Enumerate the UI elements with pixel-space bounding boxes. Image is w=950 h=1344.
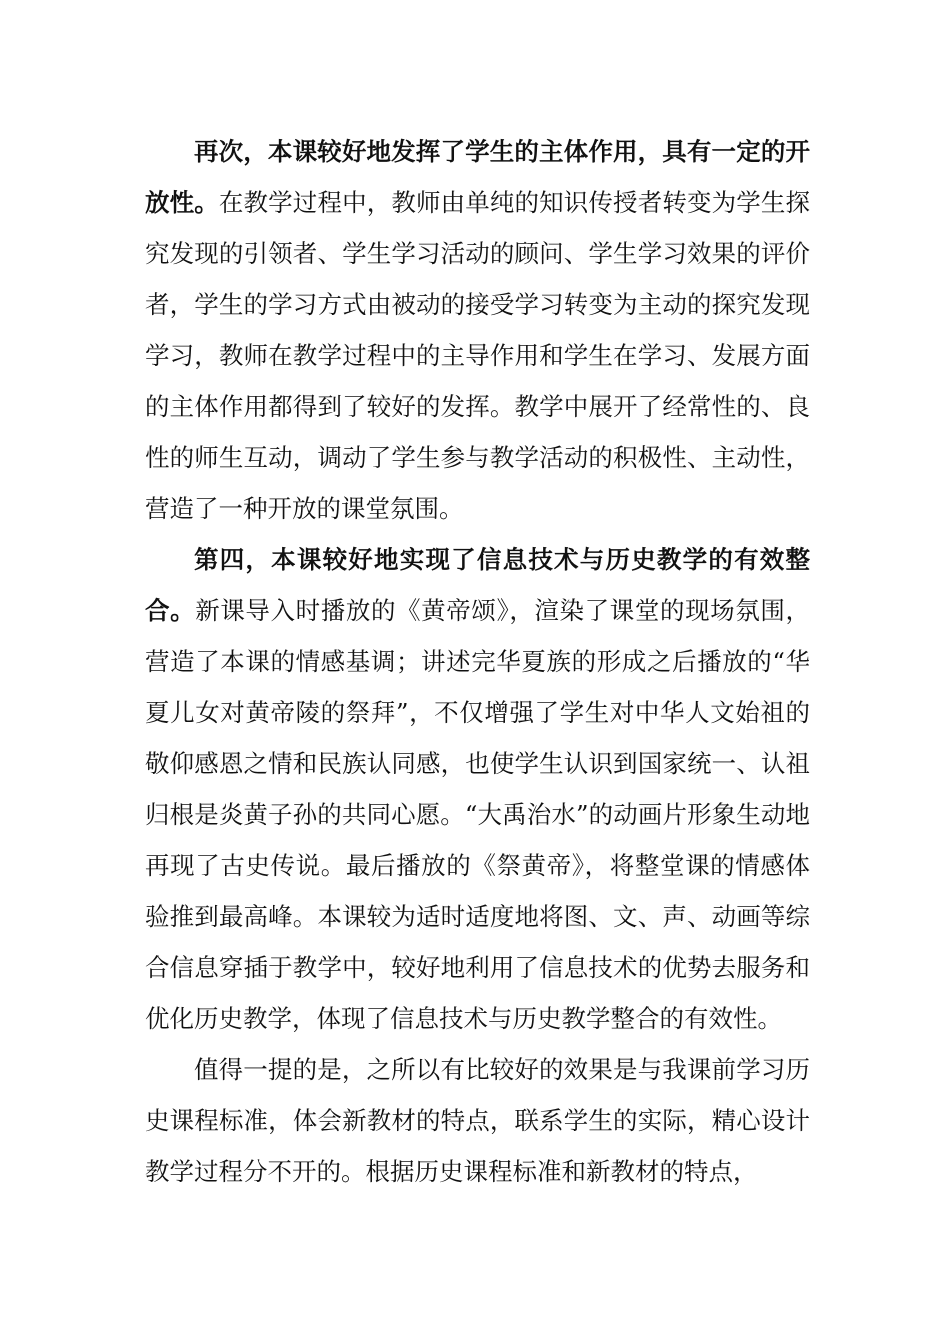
paragraph-text: 值得一提的是，之所以有比较好的效果是与我课前学习历史课程标准，体会新教材的特点，联系学生的实际，精心设计教学过程分不开的。根据历史课程标准和新教材的特点， xyxy=(145,1055,810,1186)
paragraph-fourth-point xyxy=(145,534,810,1044)
paragraph-text: 新课导入时播放的《黄帝颂》，渲染了课堂的现场氛围，营造了本课的情感基调；讲述完华夏族的形成之后播放的“华夏儿女对黄帝陵的祭拜”，不仅增强了学生对中华人文始祖的敬仰感恩之情和民族认同感，也使学生认识到国家统一、认祖归根是炎黄子孙的共同心愿。“大禹治水”的动画片形象生动地再现了古史传说。最后播放的《祭黄帝》，将整堂课的情感体验推到最高峰。本课较为适时适度地将图、文、声、动画等综合信息穿插于教学中，较好地利用了信息技术的优势去服务和优化历史教学，体现了信息技术与历史教学整合的有效性。 xyxy=(145,596,811,1033)
paragraph-heading: 第四，本课较好地实现了信息技术与历史教学的有效整合。 xyxy=(145,545,810,625)
paragraph-text: 在教学过程中，教师由单纯的知识传授者转变为学生探究发现的引领者、学生学习活动的顾问、学生学习效果的评价者，学生的学习方式由被动的接受学习转变为主动的探究发现学习，教师在教学过程中的主导作用和学生在学习、发展方面的主体作用都得到了较好的发挥。教学中展开了经常性的、良性的师生互动，调动了学生参与教学活动的积极性、主动性，营造了一种开放的课堂氛围。 xyxy=(145,188,810,523)
paragraph-heading: 再次，本课较好地发挥了学生的主体作用，具有一定的开放性。 xyxy=(145,137,810,217)
document-body xyxy=(145,126,810,1197)
paragraph-noteworthy xyxy=(145,1044,810,1197)
paragraph-third-point xyxy=(145,126,810,534)
